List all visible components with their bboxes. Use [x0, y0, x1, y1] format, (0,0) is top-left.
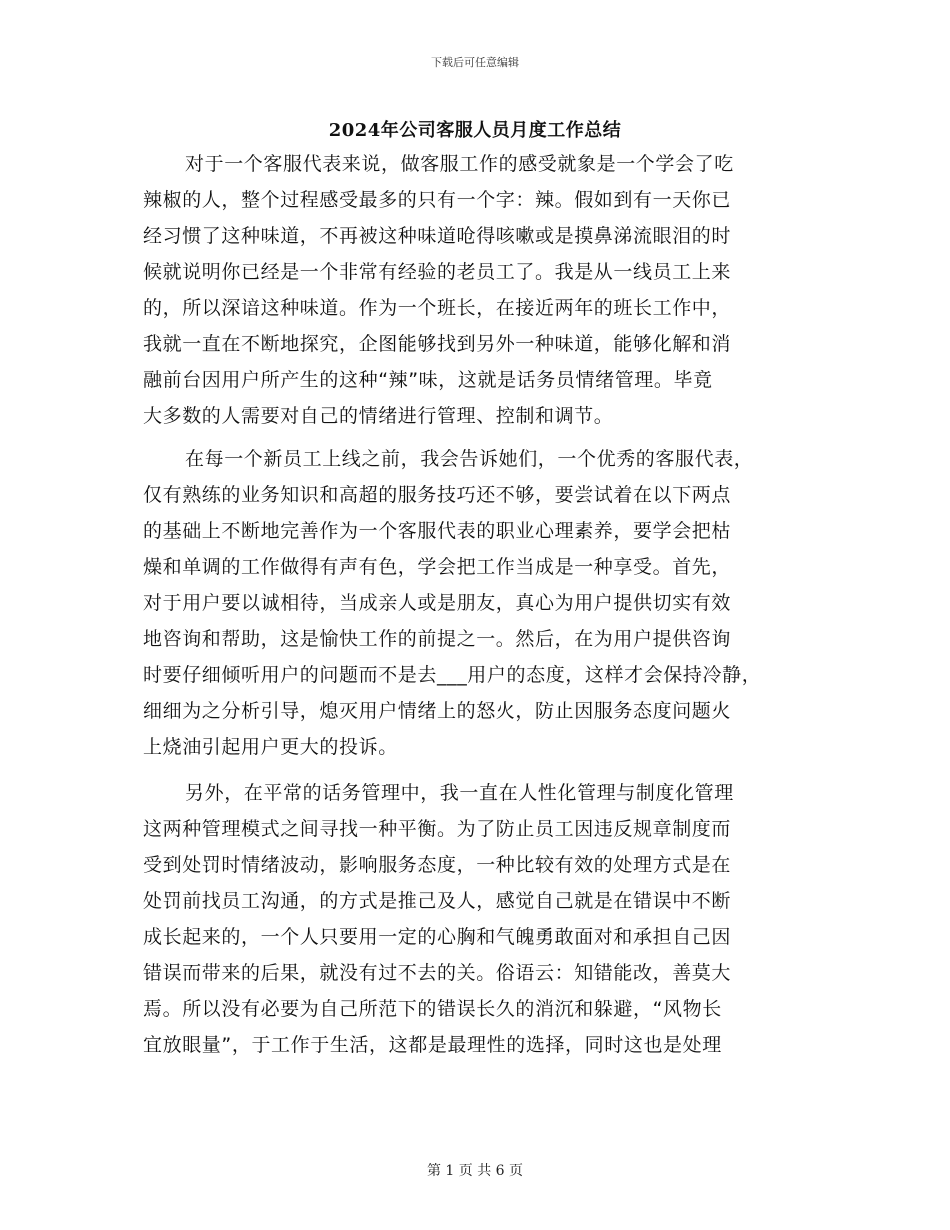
body-line: 经习惯了这种味道，不再被这种味道呛得咳嗽或是摸鼻涕流眼泪的时 [143, 225, 732, 247]
body-line: 另外，在平常的话务管理中，我一直在人性化管理与制度化管理 [185, 782, 734, 804]
body-line: 融前台因用户所产生的这种“辣”味，这就是话务员情绪管理。毕竟 [143, 369, 713, 391]
body-line: 地咨询和帮助，这是愉快工作的前提之一。然后，在为用户提供咨询 [143, 628, 732, 650]
document-title: 2024年公司客服人员月度工作总结 [328, 120, 622, 141]
body-line: 大多数的人需要对自己的情绪进行管理、控制和调节。 [143, 405, 614, 427]
body-line: 成长起来的，一个人只要用一定的心胸和气魄勇敢面对和承担自己因 [143, 926, 732, 948]
body-line: 受到处罚时情绪波动，影响服务态度，一种比较有效的处理方式是在 [143, 854, 732, 876]
page-header: 下载后可任意编辑 [431, 56, 519, 69]
body-line: 的，所以深谙这种味道。作为一个班长，在接近两年的班长工作中， [143, 297, 732, 319]
body-line: 细细为之分析引导，熄灭用户情绪上的怒火，防止因服务态度问题火 [143, 700, 732, 722]
body-line: 对于一个客服代表来说，做客服工作的感受就象是一个学会了吃 [185, 153, 734, 175]
body-line: 候就说明你已经是一个非常有经验的老员工了。我是从一线员工上来 [143, 261, 732, 283]
body-line: 燥和单调的工作做得有声有色，学会把工作当成是一种享受。首先， [143, 556, 732, 578]
body-line: 上烧油引起用户更大的投诉。 [143, 736, 398, 758]
body-line: 处罚前找员工沟通，的方式是推己及人，感觉自己就是在错误中不断 [143, 890, 732, 912]
body-line: 的基础上不断地完善作为一个客服代表的职业心理素养，要学会把枯 [143, 520, 732, 542]
body-line: 辣椒的人，整个过程感受最多的只有一个字：辣。假如到有一天你已 [143, 189, 732, 211]
body-line: 仅有熟练的业务知识和高超的服务技巧还不够，要尝试着在以下两点 [143, 484, 732, 506]
body-line: 这两种管理模式之间寻找一种平衡。为了防止员工因违反规章制度而 [143, 818, 732, 840]
body-line: 错误而带来的后果，就没有过不去的关。俗语云：知错能改，善莫大 [143, 962, 732, 984]
body-line: 对于用户要以诚相待，当成亲人或是朋友，真心为用户提供切实有效 [143, 592, 732, 614]
body-line: 我就一直在不断地探究，企图能够找到另外一种味道，能够化解和消 [143, 333, 732, 355]
page-number: 第 1 页 共 6 页 [426, 1163, 524, 1179]
body-line: 时要仔细倾听用户的问题而不是去___用户的态度，这样才会保持冷静， [143, 664, 762, 686]
body-line: 宜放眼量”，于工作于生活，这都是最理性的选择，同时这也是处理 [143, 1034, 722, 1056]
body-line: 在每一个新员工上线之前，我会告诉她们，一个优秀的客服代表， [185, 448, 754, 470]
body-line: 焉。所以没有必要为自己所范下的错误长久的消沉和躲避，“风物长 [143, 998, 722, 1020]
